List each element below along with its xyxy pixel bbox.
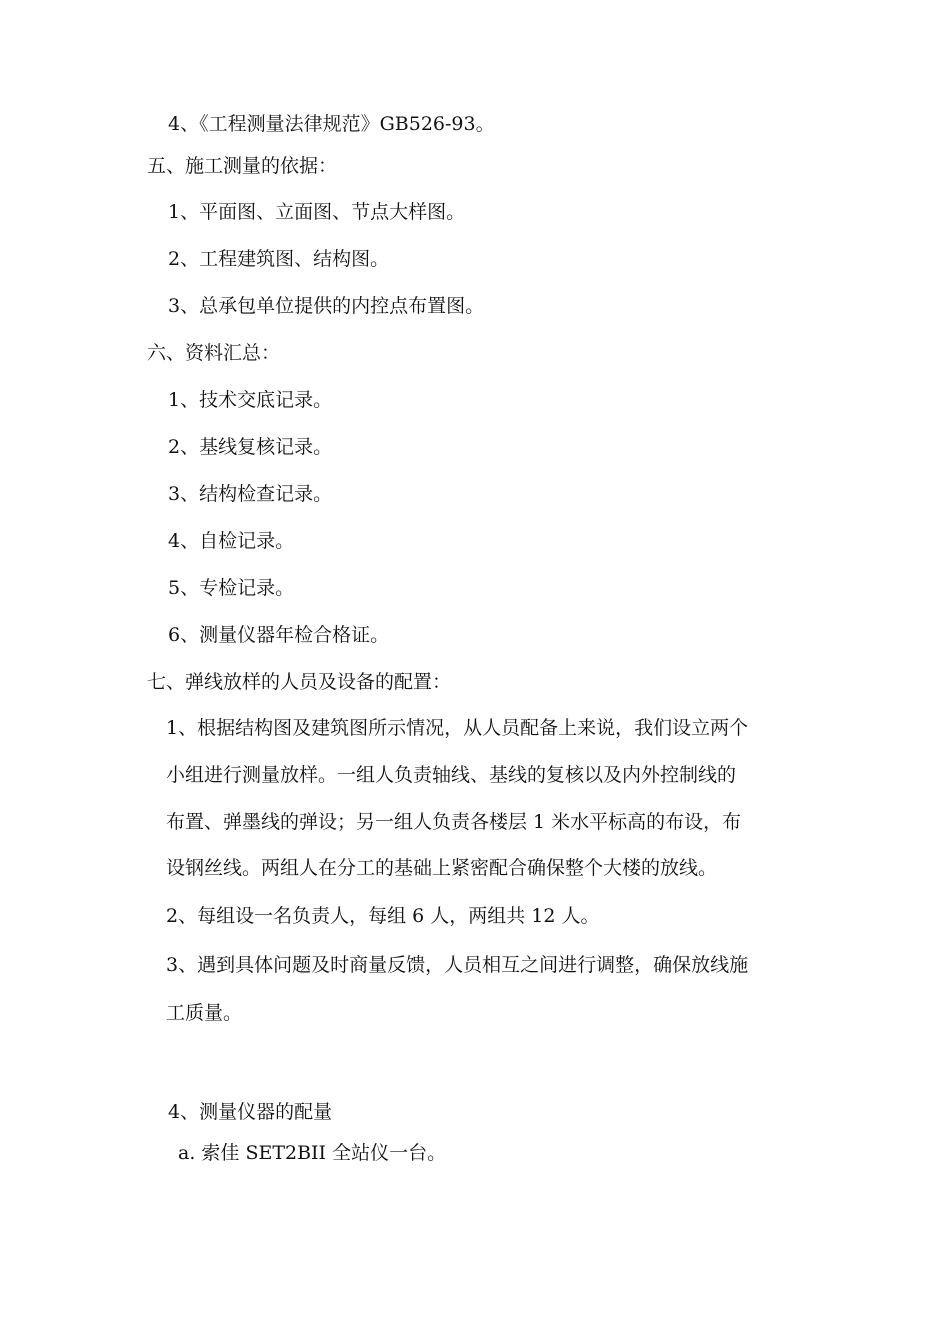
staffing-item-2: 2、每组设一名负责人，每组 6 人，两组共 12 人。 (166, 905, 600, 927)
staffing-paragraph-line-3: 布置、弹墨线的弹设；另一组人负责各楼层 1 米水平标高的布设，布 (166, 811, 742, 833)
reference-item-4: 4、《工程测量法律规范》GB526-93。 (168, 113, 495, 135)
instrument-item-a: a. 索佳 SET2BII 全站仪一台。 (178, 1142, 447, 1164)
staffing-paragraph-line-4: 设钢丝线。两组人在分工的基础上紧密配合确保整个大楼的放线。 (166, 857, 718, 879)
records-item-2: 2、基线复核记录。 (168, 436, 333, 458)
section-heading-7: 七、弹线放样的人员及设备的配置： (147, 671, 452, 693)
basis-item-3: 3、总承包单位提供的内控点布置图。 (168, 295, 485, 317)
staffing-paragraph-line-2: 小组进行测量放样。一组人负责轴线、基线的复核以及内外控制线的 (166, 764, 737, 786)
records-item-6: 6、测量仪器年检合格证。 (168, 624, 390, 646)
section-heading-5: 五、施工测量的依据： (147, 155, 338, 177)
instrument-heading: 4、测量仪器的配量 (168, 1101, 333, 1123)
basis-item-2: 2、工程建筑图、结构图。 (168, 248, 390, 270)
basis-item-1: 1、平面图、立面图、节点大样图。 (168, 201, 466, 223)
records-item-5: 5、专检记录。 (168, 577, 295, 599)
records-item-4: 4、自检记录。 (168, 530, 295, 552)
staffing-paragraph-line-1: 1、根据结构图及建筑图所示情况，从人员配备上来说，我们设立两个 (166, 717, 749, 739)
staffing-item-3-line-1: 3、遇到具体问题及时商量反馈，人员相互之间进行调整，确保放线施 (166, 954, 749, 976)
section-heading-6: 六、资料汇总： (147, 342, 281, 364)
staffing-item-3-line-2: 工质量。 (166, 1002, 243, 1024)
records-item-1: 1、技术交底记录。 (168, 389, 333, 411)
records-item-3: 3、结构检查记录。 (168, 483, 333, 505)
